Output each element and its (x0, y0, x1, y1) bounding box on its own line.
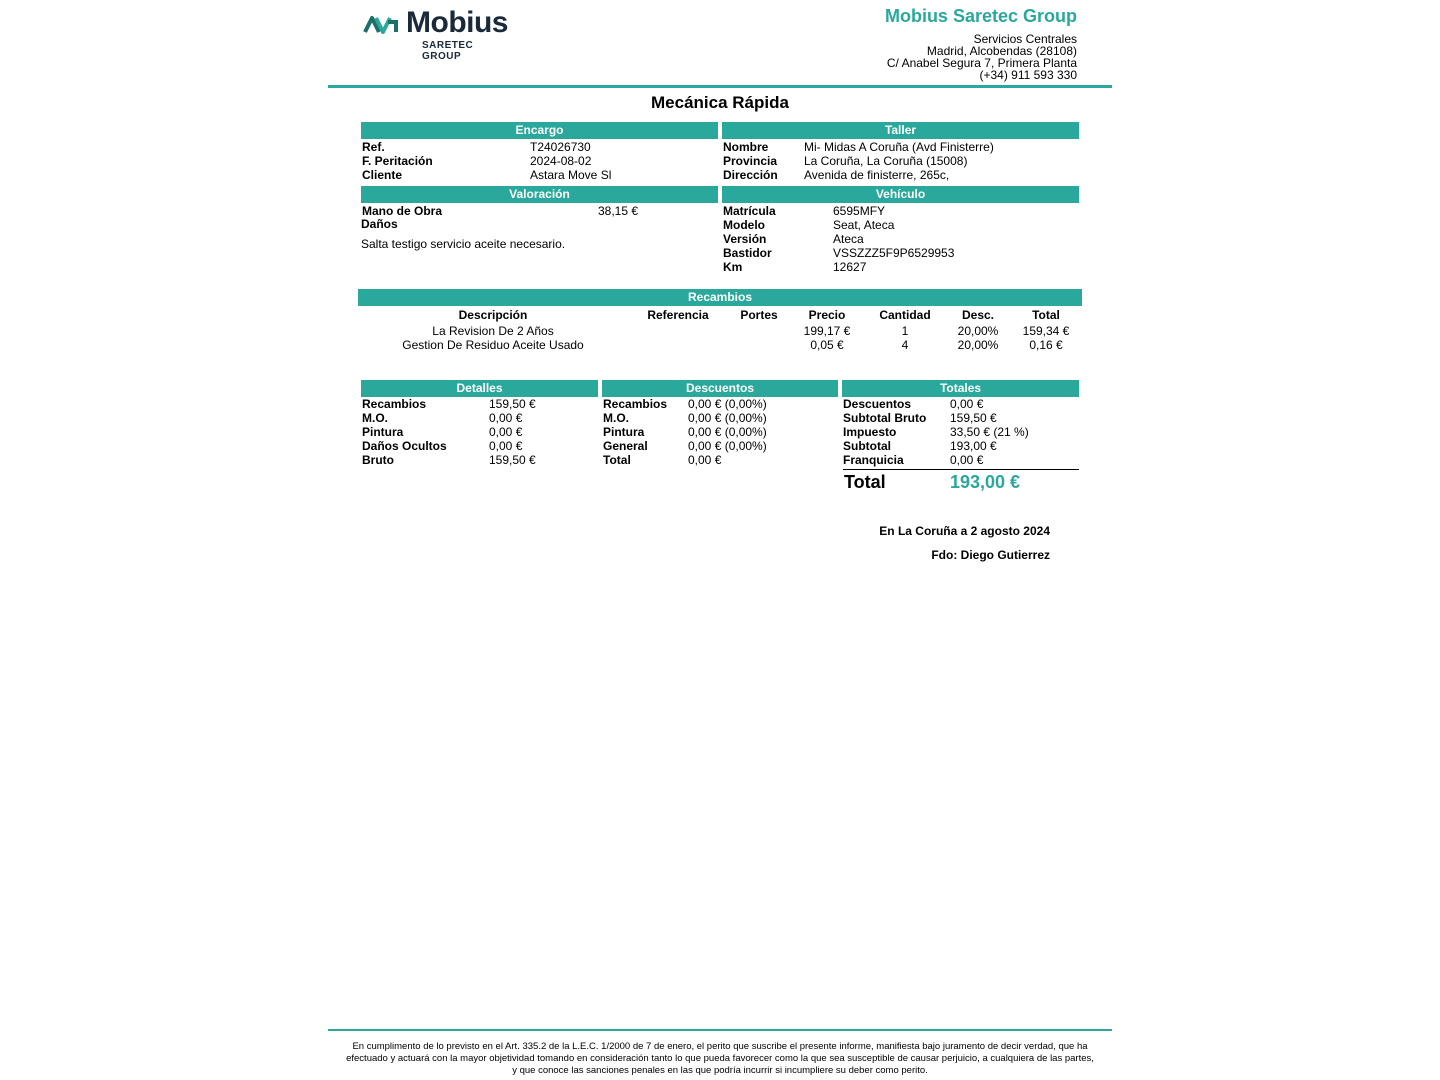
vehiculo-row (723, 218, 1079, 232)
field-label: Daños Ocultos (362, 439, 447, 453)
company-name: Mobius Saretec Group (884, 6, 1077, 26)
danos-row (362, 217, 718, 231)
recambios-heading: Recambios (358, 289, 1082, 306)
totales-row (843, 411, 1079, 425)
cell-descripcion: La Revision De 2 Años (432, 324, 554, 338)
field-value: 6595MFY (833, 204, 886, 218)
cell-cantidad: 1 (901, 324, 909, 338)
cell-desc: 20,00% (957, 338, 999, 352)
legal-footer (328, 1041, 1112, 1077)
legal-line: efectuado y actuará con la mayor objetividad tomando en consideración tanto lo que pueda favorecer como la que sea susceptible de causar perjuicio, a cualquiera de las partes, (346, 1053, 1094, 1064)
field-value: 0,00 € (489, 439, 523, 453)
field-label: Matrícula (723, 204, 776, 218)
encargo-row (362, 168, 718, 182)
logo-word: Mobius (406, 6, 508, 39)
field-value: 38,15 € (598, 204, 639, 218)
valoracion-heading: Valoración (361, 186, 718, 203)
field-value: 0,00 € (688, 453, 722, 467)
table-row (358, 338, 1082, 352)
field-value: 0,00 € (0,00%) (688, 397, 767, 411)
encargo-heading: Encargo (361, 122, 718, 139)
legal-line: y que conoce las sanciones penales en las que podría incurrir si incumpliere su deber como perito. (512, 1065, 928, 1076)
field-label: Recambios (362, 397, 427, 411)
mano-de-obra-row (362, 204, 718, 218)
field-value: 0,00 € (950, 453, 984, 467)
field-value: Mi- Midas A Coruña (Avd Finisterre) (804, 140, 994, 154)
field-label: Dirección (723, 168, 778, 182)
field-value: 0,00 € (0,00%) (688, 439, 767, 453)
col-portes: Portes (740, 308, 778, 322)
address-line: Servicios Centrales (973, 32, 1077, 46)
detalles-row (362, 453, 598, 467)
field-value: Seat, Ateca (833, 218, 895, 232)
field-label: Impuesto (843, 425, 897, 439)
field-value: 0,00 € (0,00%) (688, 411, 767, 425)
field-label: Modelo (723, 218, 765, 232)
recambios-table (358, 308, 1082, 356)
valoracion-note: Salta testigo servicio aceite necesario. (361, 237, 566, 251)
taller-row (723, 154, 1079, 168)
vehiculo-row (723, 204, 1079, 218)
field-label: M.O. (362, 411, 388, 425)
document-title: Mecánica Rápida (651, 93, 789, 112)
field-value: 0,00 € (950, 397, 984, 411)
taller-row (723, 140, 1079, 154)
field-value: 193,00 € (950, 439, 997, 453)
detalles-row (362, 425, 598, 439)
cell-desc: 20,00% (957, 324, 999, 338)
descuentos-row (603, 397, 838, 411)
field-label: M.O. (603, 411, 629, 425)
detalles-row (362, 439, 598, 453)
field-label: Bruto (362, 453, 394, 467)
field-label: Franquicia (843, 453, 904, 467)
company-logo (362, 6, 514, 62)
totals-divider (843, 469, 1079, 470)
vehiculo-row (723, 232, 1079, 246)
field-value: T24026730 (530, 140, 591, 154)
valoracion-section (362, 204, 718, 264)
vehiculo-heading: Vehículo (722, 186, 1079, 203)
field-value: 159,50 € (489, 397, 536, 411)
grand-total-value: 193,00 € (950, 472, 1021, 492)
vehiculo-row (723, 246, 1079, 260)
address-line: (+34) 911 593 330 (979, 68, 1077, 82)
field-value: 12627 (833, 260, 867, 274)
field-value: 0,00 € (0,00%) (688, 425, 767, 439)
field-label: Subtotal (843, 439, 891, 453)
field-label: Recambios (603, 397, 668, 411)
col-precio: Precio (808, 308, 846, 322)
field-label: Pintura (362, 425, 404, 439)
field-value: VSSZZZ5F9P6529953 (833, 246, 955, 260)
cell-precio: 199,17 € (803, 324, 851, 338)
field-label: Bastidor (723, 246, 772, 260)
grand-total-label: Total (844, 472, 886, 492)
field-label: Descuentos (843, 397, 912, 411)
detalles-row (362, 397, 598, 411)
table-header-row (358, 308, 1082, 322)
logo-subtitle: SARETEC GROUP (422, 40, 474, 62)
col-referencia: Referencia (647, 308, 709, 322)
detalles-heading: Detalles (361, 380, 598, 397)
field-value: 2024-08-02 (530, 154, 592, 168)
table-row (358, 324, 1082, 338)
field-value: 159,50 € (950, 411, 997, 425)
legal-line: En cumplimento de lo previsto en el Art. 335.2 de la L.E.C. 1/2000 de 7 de enero, el perito que suscribe el presente informe, manifiesta bajo juramento de decir verdad, que ha (352, 1041, 1088, 1052)
descuentos-row (603, 453, 838, 467)
field-label: Versión (723, 232, 767, 246)
field-label: Km (723, 260, 743, 274)
field-value: Astara Move Sl (530, 168, 612, 182)
totales-row (843, 439, 1079, 453)
company-address (887, 33, 1077, 81)
col-descripcion: Descripción (458, 308, 528, 322)
totales-row (843, 453, 1079, 467)
address-line: C/ Anabel Segura 7, Primera Planta (886, 56, 1077, 70)
field-value: La Coruña, La Coruña (15008) (804, 154, 968, 168)
footer-divider (328, 1029, 1112, 1031)
totales-row (843, 425, 1079, 439)
col-total: Total (1032, 308, 1060, 322)
descuentos-row (603, 425, 838, 439)
cell-descripcion: Gestion De Residuo Aceite Usado (402, 338, 584, 352)
field-value: Avenida de finisterre, 265c, (804, 168, 950, 182)
cell-cantidad: 4 (901, 338, 909, 352)
descuentos-heading: Descuentos (602, 380, 838, 397)
descuentos-row (603, 439, 838, 453)
totales-heading: Totales (842, 380, 1079, 397)
vehiculo-row (723, 260, 1079, 274)
field-label: General (603, 439, 648, 453)
field-label: Provincia (723, 154, 778, 168)
taller-row (723, 168, 1079, 182)
signed-by: Fdo: Diego Gutierrez (931, 548, 1050, 562)
field-label: Ref. (362, 140, 385, 154)
encargo-row (362, 154, 718, 168)
cell-total: 159,34 € (1022, 324, 1070, 338)
field-label: Total (603, 453, 631, 467)
encargo-row (362, 140, 718, 154)
field-value: 33,50 € (21 %) (950, 425, 1029, 439)
detalles-row (362, 411, 598, 425)
field-value: 0,00 € (489, 425, 523, 439)
field-label: Nombre (723, 140, 769, 154)
taller-heading: Taller (722, 122, 1079, 139)
field-label: F. Peritación (362, 154, 433, 168)
totales-row (843, 397, 1079, 411)
field-value: Ateca (833, 232, 864, 246)
field-label: Cliente (362, 168, 403, 182)
cell-total: 0,16 € (1029, 338, 1063, 352)
header-divider (328, 85, 1112, 88)
cell-precio: 0,05 € (810, 338, 844, 352)
field-value: 0,00 € (489, 411, 523, 425)
place-date: En La Coruña a 2 agosto 2024 (879, 524, 1050, 538)
field-label: Pintura (603, 425, 645, 439)
address-line: Madrid, Alcobendas (28108) (926, 44, 1077, 58)
field-label: Mano de Obra (362, 204, 443, 218)
col-cantidad: Cantidad (879, 308, 931, 322)
field-value: 159,50 € (489, 453, 536, 467)
field-label: Subtotal Bruto (843, 411, 927, 425)
col-desc: Desc. (961, 308, 995, 322)
mobius-logo-icon (362, 12, 400, 38)
field-label: Daños (361, 217, 398, 231)
descuentos-row (603, 411, 838, 425)
